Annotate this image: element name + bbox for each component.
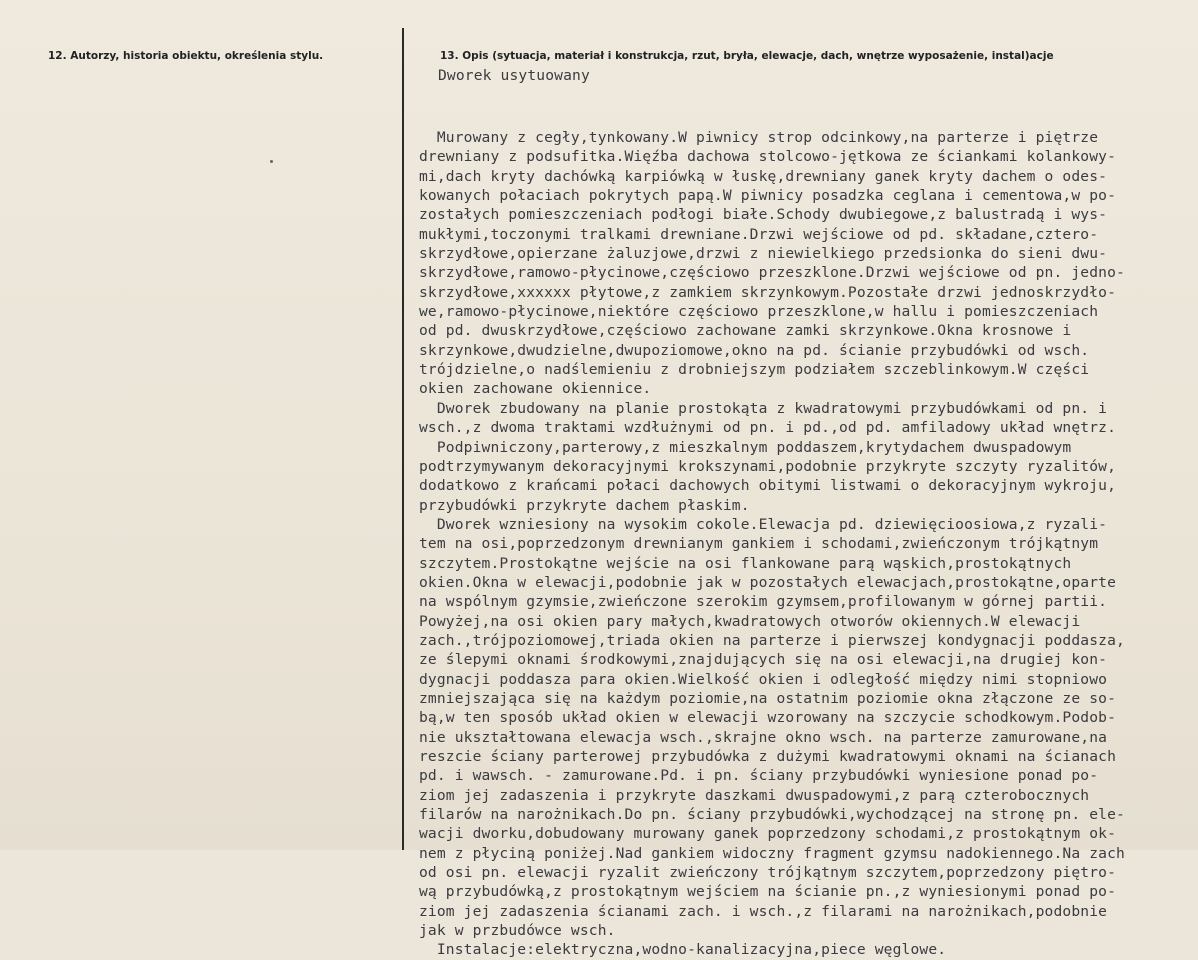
typed-line: skrzydłowe,ramowo-płycinowe,częściowo przeszklone.Drzwi wejściowe od pn. jedno- [419,264,1125,282]
paper-speck [270,160,273,163]
typed-line: wsch.,z dwoma traktami wzdłużnymi od pn. i pd.,od pd. amfiladowy układ wnętrz. [419,419,1117,437]
typed-line: od pd. dwuskrzydłowe,częściowo zachowane zamki skrzynkowe.Okna krosnowe i [419,322,1072,340]
typed-line: Podpiwniczony,parterowy,z mieszkalnym poddaszem,krytydachem dwuspadowym [419,438,1072,456]
typed-description [419,128,1125,960]
typed-line: zach.,trójpoziomowej,triada okien na parterze i pierwszej kondygnacji poddasza, [419,631,1125,649]
typed-line: ziom jej zadaszenia ścianami zach. i wsch.,z filarami na narożnikach,podobnie [419,902,1108,920]
typed-line: okien zachowane okiennice. [419,380,652,398]
typed-line: tem na osi,poprzedzonym drewnianym gankiem i schodami,zwieńczonym trójkątnym [419,535,1099,553]
typed-line: zmniejszająca się na każdym poziomie,na ostatnim poziomie okna złączone ze so- [419,689,1117,707]
typed-line: skrzydłowe,xxxxxx płytowe,z zamkiem skrzynkowym.Pozostałe drzwi jednoskrzydło- [419,283,1117,301]
typed-line: we,ramowo-płycinowe,niektóre częściowo przeszklone,w hallu i pomieszczeniach [419,303,1099,321]
typed-line: dodatkowo z krańcami połaci dachowych obitymi listwami o dekoracyjnym wykroju, [419,477,1117,495]
typed-line: bą,w ten sposób układ okien w elewacji wzorowany na szczycie schodkowym.Podob- [419,709,1117,727]
typed-line: szczytem.Prostokątne wejście na osi flankowane parą wąskich,prostokątnych [419,554,1072,572]
typed-line: od osi pn. elewacji ryzalit zwieńczony trójkątnym szczytem,poprzedzony piętro- [419,864,1117,882]
typed-line: Powyżej,na osi okien pary małych,kwadratowych otworów okiennych.W elewacji [419,612,1081,630]
section-12-header: 12. Autorzy, historia obiektu, określenia stylu. [48,50,324,62]
typed-first-line: Dworek usytuowany [438,67,590,84]
typed-line: ze ślepymi oknami środkowymi,znajdujących się na osi elewacji,na drugiej kon- [419,651,1108,669]
typed-line: dygnacji poddasza para okien.Wielkość okien i odległość między nimi stopniowo [419,670,1108,688]
typed-line: Dworek zbudowany na planie prostokąta z kwadratowymi przybudówkami od pn. i [419,399,1108,417]
section-13-header: 13. Opis (sytuacja, materiał i konstrukcja, rzut, bryła, elewacje, dach, wnętrze wyposażenie, instal)acje [440,50,1054,62]
typed-line: filarów na narożnikach.Do pn. ściany przybudówki,wychodzącej na stronę pn. ele- [419,806,1125,824]
typed-line: skrzydłowe,opierzane żaluzjowe,drzwi z niewielkiego przedsionka do sieni dwu- [419,245,1108,263]
typed-line: zostałych pomieszczeniach podłogi białe.Schody dwubiegowe,z balustradą i wys- [419,206,1108,224]
typed-line: mukłymi,toczonymi tralkami drewniane.Drzwi wejściowe od pd. składane,cztero- [419,225,1099,243]
typed-line: wą przybudówką,z prostokątnym wejściem na ścianie pn.,z wyniesionymi ponad po- [419,883,1117,901]
typed-line: kowanych połaciach pokrytych papą.W piwnicy posadzka ceglana i cementowa,w po- [419,187,1117,205]
typed-line: na wspólnym gzymsie,zwieńczone szerokim gzymsem,profilowanym w górnej partii. [419,593,1108,611]
typed-line: Murowany z cegły,tynkowany.W piwnicy strop odcinkowy,na parterze i piętrze [419,129,1099,146]
typed-line: mi,dach kryty dachówką karpiówką w łuskę,drewniany ganek kryty dachem o odes- [419,167,1108,185]
typed-line: nie ukształtowana elewacja wsch.,skrajne okno wsch. na parterze zamurowane,na [419,728,1108,746]
typed-line: drewniany z podsufitka.Więźba dachowa stolcowo-jętkowa ze ściankami kolankowy- [419,148,1117,166]
typed-line: przybudówki przykryte dachem płaskim. [419,496,750,514]
typed-line: trójdzielne,o nadślemieniu z drobniejszym podziałem szczeblinkowym.W części [419,361,1090,379]
typed-line: ziom jej zadaszenia i przykryte daszkami dwuspadowymi,z parą czterobocznych [419,786,1090,804]
typed-line: podtrzymywanym dekoracyjnymi krokszynami,podobnie przykryte szczyty ryzalitów, [419,457,1117,475]
typed-line: okien.Okna w elewacji,podobnie jak w pozostałych elewacjach,prostokątne,oparte [419,573,1117,591]
column-divider [402,28,404,850]
typed-line: nem z płyciną poniżej.Nad gankiem widoczny fragment gzymsu nadokiennego.Na zach [419,844,1125,862]
typed-line: Dworek wzniesiony na wysokim cokole.Elewacja pd. dziewięcioosiowa,z ryzali- [419,515,1108,533]
typed-line: reszcie ściany parterowej przybudówka z dużymi kwadratowymi oknami na ścianach [419,748,1117,765]
typed-line: wacji dworku,dobudowany murowany ganek poprzedzony schodami,z prostokątnym ok- [419,825,1117,843]
typed-line: pd. i wawsch. - zamurowane.Pd. i pn. ściany przybudówki wyniesione ponad po- [419,767,1099,785]
typed-line: Instalacje:elektryczna,wodno-kanalizacyjna,piece węglowe. [419,941,947,959]
typed-line: jak w przbudówce wsch. [419,922,616,940]
typed-line: skrzynkowe,dwudzielne,dwupoziomowe,okno na pd. ścianie przybudówki od wsch. [419,341,1090,359]
